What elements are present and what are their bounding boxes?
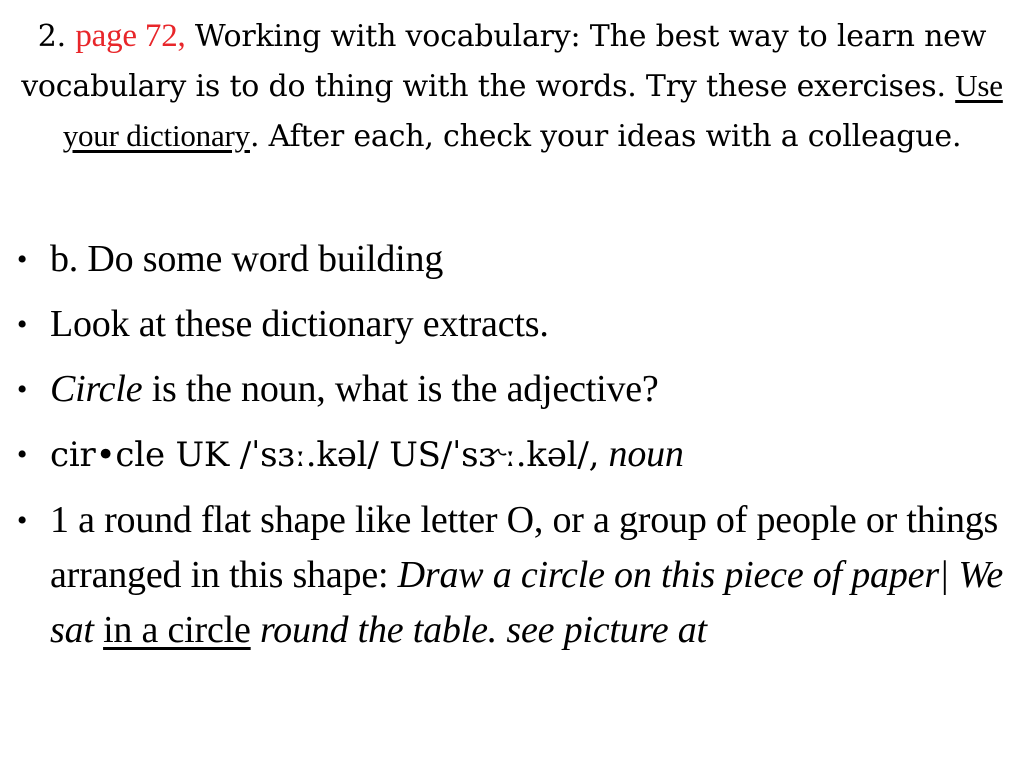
bullet-text: is the noun, what is the adjective? bbox=[151, 368, 659, 410]
bullet-dot-icon: • bbox=[16, 308, 28, 341]
bullet-dot-icon: • bbox=[16, 373, 28, 406]
page-reference-comma: , bbox=[177, 18, 186, 54]
slide-heading bbox=[10, 12, 1014, 161]
example-sentence-1: Draw a circle on this piece of paper| We sat bbox=[50, 554, 1004, 651]
bullet-dot-icon: • bbox=[16, 504, 28, 537]
entry-pronunciation: cir•cle UK /ˈsɜː.kəl/ US/ˈsɝː.kəl/, bbox=[50, 435, 600, 475]
bullet-list bbox=[12, 232, 1014, 658]
definition-text: 1 a round flat shape like letter O, or a group of people or things arranged in this shape: bbox=[50, 499, 999, 596]
bullet-dot-icon: • bbox=[16, 243, 28, 276]
example-sentence-2: round the table. see picture at bbox=[259, 609, 707, 651]
bullet-definition bbox=[12, 493, 1014, 658]
heading-text-part1: Working with vocabulary: The best way to learn new vocabulary is to do thing with the words. Try these exercises. bbox=[21, 19, 987, 104]
bullet-text: Look at these dictionary extracts. bbox=[50, 303, 549, 345]
bullet-dictionary-extracts bbox=[12, 297, 1014, 352]
collocation-phrase: in a circle bbox=[103, 609, 251, 651]
heading-text-part2: . After each, check your ideas with a colleague. bbox=[249, 119, 962, 154]
bullet-text: b. Do some word building bbox=[50, 238, 444, 280]
bullet-dictionary-entry bbox=[12, 427, 1014, 483]
headword-circle: Circle bbox=[50, 368, 143, 410]
bullet-circle-question bbox=[12, 362, 1014, 417]
page-reference: page 72 bbox=[75, 18, 178, 54]
bullet-dot-icon: • bbox=[16, 438, 28, 471]
part-of-speech: noun bbox=[608, 433, 684, 475]
exercise-number: 2. bbox=[37, 19, 66, 54]
bullet-word-building bbox=[12, 232, 1014, 287]
dictionary-instruction: Use your dictionary bbox=[62, 68, 1003, 153]
